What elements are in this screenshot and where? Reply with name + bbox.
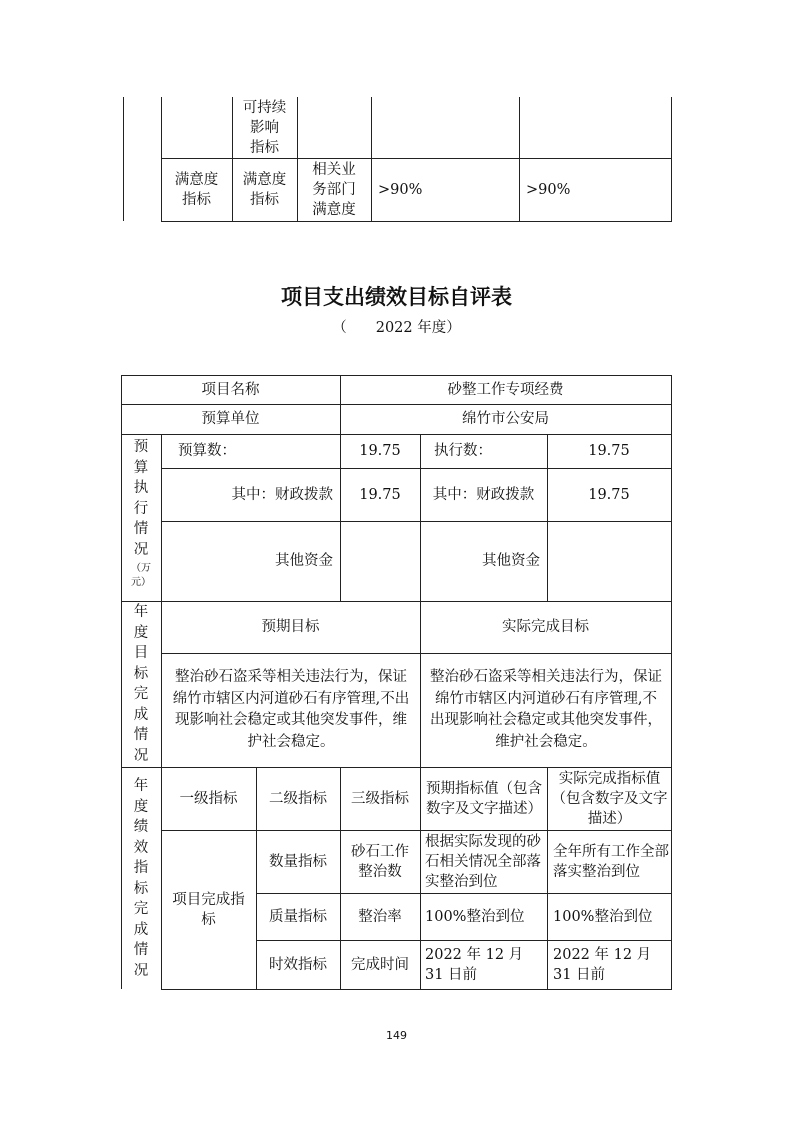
satisfaction-indicator-l2: 满意度 指标 bbox=[242, 171, 287, 208]
table-row-expected: 2022 年 12 月 31 日前 bbox=[425, 946, 524, 983]
fiscal-appropriation-label-2: 其中：财政拨款 bbox=[432, 486, 535, 503]
exec-count-value: 19.75 bbox=[588, 443, 630, 459]
satisfaction-expected: >90% bbox=[378, 181, 423, 198]
budget-count-value: 19.75 bbox=[359, 443, 401, 459]
fiscal-appropriation-value-2: 19.75 bbox=[588, 486, 630, 503]
actual-value-header: 实际完成指标值（包含数字及文字描述） bbox=[551, 770, 668, 827]
table-row-actual: 2022 年 12 月 31 日前 bbox=[553, 946, 652, 983]
expected-goal-header: 预期目标 bbox=[261, 619, 320, 635]
table-row-expected: 100%整治到位 bbox=[425, 908, 525, 925]
other-funds-label-2: 其他资金 bbox=[482, 553, 540, 569]
year-subtitle: （ 2022 年度） bbox=[332, 320, 461, 336]
budget-count-label: 预算数： bbox=[178, 443, 236, 459]
table-row-actual: 100%整治到位 bbox=[553, 908, 653, 925]
page-number: 149 bbox=[386, 1029, 407, 1042]
project-name-value: 砂整工作专项经费 bbox=[447, 381, 564, 398]
exec-count-label: 执行数： bbox=[434, 443, 492, 459]
actual-goal-text: 整治砂石盗采等相关违法行为，保证绵竹市辖区内河道砂石有序管理,不出现影响社会稳定或其他突发事件，维护社会稳定。 bbox=[430, 669, 662, 750]
satisfaction-indicator-l1: 满意度 指标 bbox=[174, 171, 219, 208]
page-title: 项目支出绩效目标自评表 bbox=[281, 285, 512, 309]
actual-goal-header: 实际完成目标 bbox=[502, 619, 589, 635]
level2-header: 二级指标 bbox=[269, 790, 327, 807]
fiscal-appropriation-value: 19.75 bbox=[359, 486, 401, 503]
table-row-l2: 质量指标 bbox=[269, 908, 327, 925]
table-row-actual: 全年所有工作全部落实整治到位 bbox=[553, 843, 669, 880]
satisfaction-actual: >90% bbox=[526, 181, 571, 198]
performance-section-label: 年 度 绩 效 指 标 完 成 情 况 bbox=[133, 778, 149, 979]
table-row-l2: 时效指标 bbox=[269, 956, 327, 973]
expected-value-header: 预期指标值（包含数字及文字描述） bbox=[426, 780, 542, 817]
other-funds-label: 其他资金 bbox=[275, 553, 333, 569]
annual-goal-section-label: 年 度 目 标 完 成 情 况 bbox=[133, 604, 149, 764]
table-row-expected: 根据实际发现的砂石相关情况全部落实整治到位 bbox=[425, 833, 541, 890]
project-completion-indicator: 项目完成指 标 bbox=[172, 891, 245, 928]
table-row-l3: 砂石工作 整治数 bbox=[351, 843, 409, 880]
table-row-l2: 数量指标 bbox=[269, 853, 327, 870]
budget-execution-section-label: 预 算 执 行 情 况 （万 元） bbox=[131, 439, 151, 588]
sustainable-impact-indicator: 可持续 影响 指标 bbox=[242, 99, 287, 156]
budget-unit-value: 绵竹市公安局 bbox=[462, 411, 549, 427]
expected-goal-text: 整治砂石盗采等相关违法行为，保证绵竹市辖区内河道砂石有序管理,不出现影响社会稳定或其他突发事件，维护社会稳定。 bbox=[172, 669, 410, 750]
dept-satisfaction: 相关业 务部门 满意度 bbox=[312, 161, 356, 218]
level3-header: 三级指标 bbox=[351, 790, 409, 807]
fiscal-appropriation-label: 其中：财政拨款 bbox=[231, 486, 333, 503]
table-row-l3: 整治率 bbox=[358, 908, 402, 925]
project-name-label: 项目名称 bbox=[201, 381, 260, 398]
budget-unit-label: 预算单位 bbox=[201, 411, 260, 427]
level1-header: 一级指标 bbox=[179, 790, 238, 807]
table-row-l3: 完成时间 bbox=[351, 956, 409, 973]
